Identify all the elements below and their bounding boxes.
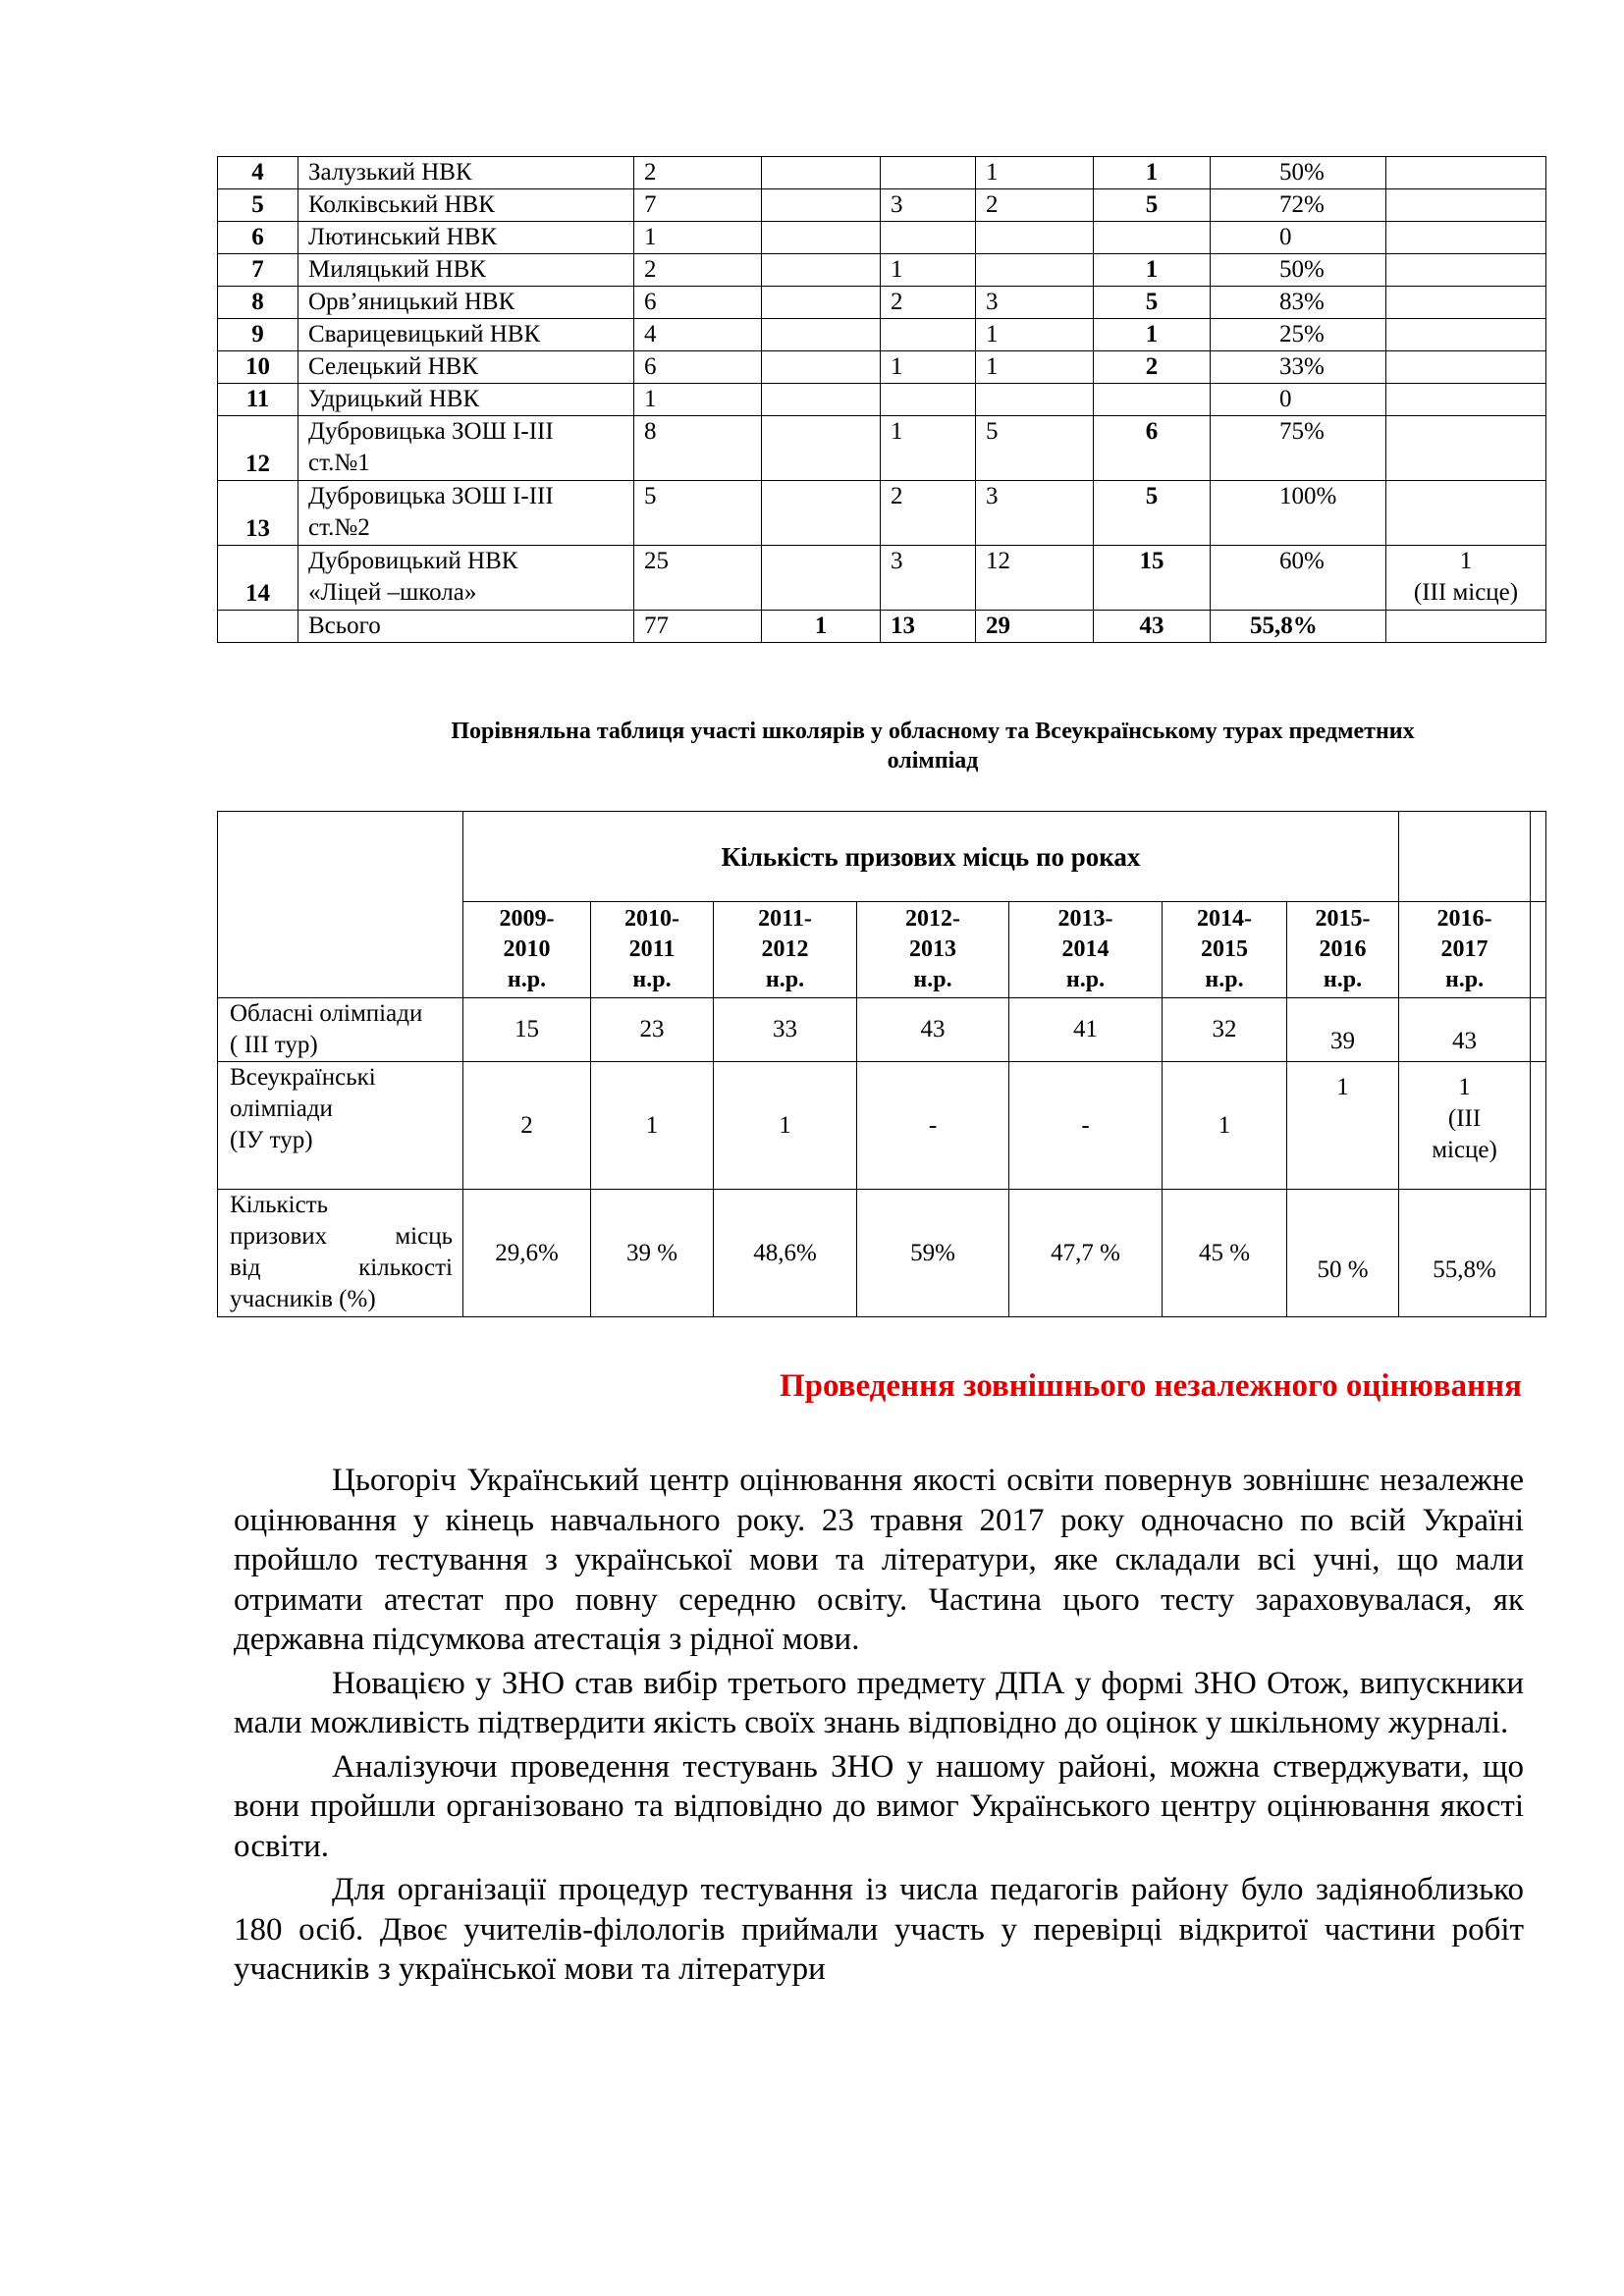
percent-cell: 75% bbox=[1211, 416, 1386, 481]
row-label bbox=[218, 1190, 463, 1317]
label-line: від кількості bbox=[230, 1255, 453, 1281]
paragraph: Цьогоріч Український центр оцінювання якості освіти повернув зовнішнє незалежне оцінювання у кінець навчального року. 23 травня 2017 року одночасно по всій Україні пройшло тестування з української мови та літератури, яке складали всі учні, що мали отримати атестат про повну середню освіту. Частина цього тесту зараховувалася, як державна підсумкова атестація з рідної мови. bbox=[234, 1463, 1524, 1657]
school-name-line: Лютинський НВК bbox=[308, 224, 498, 250]
extra-cell bbox=[1386, 481, 1546, 546]
year-line: н.р. bbox=[507, 967, 547, 992]
label-line: олімпіади bbox=[230, 1095, 333, 1122]
year-line: 2017 bbox=[1440, 936, 1489, 962]
empty-cell bbox=[1531, 1190, 1546, 1317]
row-label bbox=[218, 998, 463, 1062]
national-value: 1 bbox=[714, 1062, 857, 1190]
value-cell: 12 bbox=[976, 546, 1094, 611]
table-row bbox=[218, 546, 1546, 611]
empty-cell bbox=[218, 611, 298, 643]
extra-cell bbox=[1386, 157, 1546, 189]
value-cell bbox=[762, 254, 881, 287]
extra-cell bbox=[1386, 189, 1546, 222]
table-row bbox=[218, 319, 1546, 351]
school-name-line: Сварицевицький НВК bbox=[308, 321, 541, 347]
empty-cell bbox=[1531, 998, 1546, 1062]
olympiad-comparison-table bbox=[217, 811, 1546, 1317]
year-line: н.р. bbox=[1065, 967, 1106, 992]
total-cell: 15 bbox=[1094, 546, 1211, 611]
participants-cell: 8 bbox=[634, 416, 762, 481]
value-total: 29 bbox=[976, 611, 1094, 643]
percent-value: 55,8% bbox=[1399, 1190, 1531, 1317]
value-cell: 1 bbox=[976, 319, 1094, 351]
total-cell: 5 bbox=[1094, 287, 1211, 319]
school-name-line: ст.№2 bbox=[308, 514, 370, 541]
participants-cell: 5 bbox=[634, 481, 762, 546]
row-number: 4 bbox=[218, 157, 298, 189]
extra-cell bbox=[1386, 287, 1546, 319]
participants-cell: 1 bbox=[634, 384, 762, 416]
value-cell bbox=[762, 481, 881, 546]
national-value: 2 bbox=[463, 1062, 591, 1190]
value-cell: 3 bbox=[976, 287, 1094, 319]
label-line: Кількість bbox=[230, 1192, 329, 1218]
value-cell: 1 bbox=[881, 351, 976, 384]
value-cell bbox=[762, 384, 881, 416]
grand-total: 43 bbox=[1094, 611, 1211, 643]
year-line: 2015- bbox=[1315, 906, 1371, 932]
school-name-line: ст.№1 bbox=[308, 450, 370, 476]
percent-cell: 25% bbox=[1211, 319, 1386, 351]
label-line: ( ІІІ тур) bbox=[230, 1032, 318, 1058]
participants-cell: 6 bbox=[634, 351, 762, 384]
regional-value: 32 bbox=[1163, 998, 1287, 1062]
value-line: 1 bbox=[1458, 1074, 1471, 1100]
percent-value: 39 % bbox=[591, 1190, 714, 1317]
value-cell bbox=[762, 546, 881, 611]
value-total: 13 bbox=[881, 611, 976, 643]
year-header bbox=[857, 902, 1009, 998]
value-cell: 5 bbox=[976, 416, 1094, 481]
participants-cell: 1 bbox=[634, 222, 762, 254]
school-name-line: Колківський НВК bbox=[308, 191, 495, 218]
percent-row bbox=[218, 1190, 1546, 1317]
label-line: Обласні олімпіади bbox=[230, 1000, 423, 1027]
school-name bbox=[298, 319, 634, 351]
participants-cell: 7 bbox=[634, 189, 762, 222]
year-line: 2014- bbox=[1197, 906, 1252, 932]
participants-cell: 2 bbox=[634, 157, 762, 189]
table-row bbox=[218, 384, 1546, 416]
table-row bbox=[218, 416, 1546, 481]
extra-cell bbox=[1386, 222, 1546, 254]
school-name bbox=[298, 481, 634, 546]
percent-cell: 72% bbox=[1211, 189, 1386, 222]
participants-cell: 25 bbox=[634, 546, 762, 611]
national-row bbox=[218, 1062, 1546, 1190]
label-line: Всеукраїнські bbox=[230, 1064, 376, 1091]
value-cell: 1 bbox=[976, 351, 1094, 384]
total-cell: 6 bbox=[1094, 416, 1211, 481]
national-value: 1 bbox=[1163, 1062, 1287, 1190]
row-number: 7 bbox=[218, 254, 298, 287]
paragraph: Новацією у ЗНО став вибір третього предмету ДПА у формі ЗНО Отож, випускники мали можливість підтвердити якість своїх знань відповідно до оцінок у шкільному журналі. bbox=[234, 1665, 1524, 1740]
table-row bbox=[218, 287, 1546, 319]
year-header bbox=[591, 902, 714, 998]
value-cell: 1 bbox=[881, 416, 976, 481]
value-cell bbox=[881, 157, 976, 189]
national-value: 1 bbox=[591, 1062, 714, 1190]
row-number: 8 bbox=[218, 287, 298, 319]
title-line-2: олімпіад bbox=[887, 748, 979, 774]
school-name bbox=[298, 546, 634, 611]
value-cell: 3 bbox=[881, 189, 976, 222]
extra-cell bbox=[1386, 254, 1546, 287]
percent-cell: 50% bbox=[1211, 254, 1386, 287]
participants-cell: 6 bbox=[634, 287, 762, 319]
value-cell bbox=[762, 416, 881, 481]
total-label: Всього bbox=[298, 611, 634, 643]
year-line: н.р. bbox=[1323, 967, 1363, 992]
year-line: 2009- bbox=[499, 906, 555, 932]
comparison-table-title bbox=[295, 717, 1571, 775]
school-name bbox=[298, 222, 634, 254]
table-row bbox=[218, 222, 1546, 254]
value-cell bbox=[881, 384, 976, 416]
total-cell: 1 bbox=[1094, 157, 1211, 189]
total-cell: 5 bbox=[1094, 481, 1211, 546]
regional-value: 41 bbox=[1009, 998, 1163, 1062]
table-row bbox=[218, 481, 1546, 546]
empty-corner-cell bbox=[218, 812, 463, 998]
participants-cell: 4 bbox=[634, 319, 762, 351]
year-line: 2010- bbox=[624, 906, 679, 932]
regional-value: 23 bbox=[591, 998, 714, 1062]
year-header bbox=[1163, 902, 1287, 998]
label-line: учасників (%) bbox=[230, 1286, 376, 1312]
year-header bbox=[1009, 902, 1163, 998]
percent-cell: 33% bbox=[1211, 351, 1386, 384]
row-number: 11 bbox=[218, 384, 298, 416]
label-line: (ІУ тур) bbox=[230, 1127, 313, 1153]
value-cell: 3 bbox=[881, 546, 976, 611]
row-number: 9 bbox=[218, 319, 298, 351]
school-name bbox=[298, 157, 634, 189]
year-line: 2011- bbox=[758, 906, 812, 932]
year-line: н.р. bbox=[1444, 967, 1485, 992]
percent-cell: 60% bbox=[1211, 546, 1386, 611]
school-name bbox=[298, 189, 634, 222]
total-cell: 1 bbox=[1094, 254, 1211, 287]
school-name-line: Миляцький НВК bbox=[308, 256, 486, 283]
school-name-line: Дубровицька ЗОШ І-ІІІ bbox=[308, 483, 554, 509]
total-cell: 1 bbox=[1094, 319, 1211, 351]
national-value bbox=[1399, 1062, 1531, 1190]
regional-value: 43 bbox=[1399, 998, 1531, 1062]
extra-cell bbox=[1386, 416, 1546, 481]
value-cell: 3 bbox=[976, 481, 1094, 546]
school-name-line: Дубровицький НВК bbox=[308, 548, 518, 574]
table-row bbox=[218, 157, 1546, 189]
title-line-1: Порівняльна таблиця участі школярів у обласному та Всеукраїнському турах предметних bbox=[451, 719, 1415, 744]
year-line: н.р. bbox=[1205, 967, 1244, 992]
year-header bbox=[714, 902, 857, 998]
school-name-line: Дубровицька ЗОШ І-ІІІ bbox=[308, 418, 554, 445]
value-cell: 2 bbox=[881, 481, 976, 546]
row-number: 13 bbox=[218, 481, 298, 546]
extra-line: 1 bbox=[1459, 548, 1473, 574]
regional-value: 33 bbox=[714, 998, 857, 1062]
row-label bbox=[218, 1062, 463, 1190]
percent-value: 50 % bbox=[1287, 1190, 1399, 1317]
value-cell bbox=[976, 254, 1094, 287]
value-cell: 1 bbox=[976, 157, 1094, 189]
percent-value: 45 % bbox=[1163, 1190, 1287, 1317]
percent-value: 48,6% bbox=[714, 1190, 857, 1317]
year-line: 2013 bbox=[909, 936, 956, 962]
year-line: н.р. bbox=[632, 967, 672, 992]
school-name-line: «Ліцей –школа» bbox=[308, 579, 477, 606]
regional-value: 39 bbox=[1287, 998, 1399, 1062]
empty-cell bbox=[1531, 902, 1546, 998]
school-name bbox=[298, 351, 634, 384]
year-line: 2014 bbox=[1061, 936, 1110, 962]
row-number: 5 bbox=[218, 189, 298, 222]
school-name bbox=[298, 416, 634, 481]
year-line: 2016- bbox=[1436, 906, 1492, 932]
percent-cell: 0 bbox=[1211, 384, 1386, 416]
year-line: 2012 bbox=[761, 936, 809, 962]
national-value: 1 bbox=[1287, 1062, 1399, 1190]
percent-cell: 100% bbox=[1211, 481, 1386, 546]
school-name-line: Удрицький НВК bbox=[308, 386, 480, 412]
extra-cell bbox=[1386, 319, 1546, 351]
total-cell bbox=[1094, 384, 1211, 416]
year-line: н.р. bbox=[913, 967, 952, 992]
row-number: 6 bbox=[218, 222, 298, 254]
regional-value: 43 bbox=[857, 998, 1009, 1062]
percent-cell: 50% bbox=[1211, 157, 1386, 189]
row-number: 10 bbox=[218, 351, 298, 384]
year-header bbox=[463, 902, 591, 998]
school-name-line: Орв’яницький НВК bbox=[308, 289, 515, 315]
school-name-line: Селецький НВК bbox=[308, 353, 478, 380]
value-cell bbox=[881, 319, 976, 351]
value-line: місце) bbox=[1432, 1137, 1497, 1163]
percent-value: 47,7 % bbox=[1009, 1190, 1163, 1317]
value-cell bbox=[762, 189, 881, 222]
percent-total: 55,8% bbox=[1211, 611, 1386, 643]
value-cell bbox=[762, 222, 881, 254]
extra-cell bbox=[1386, 351, 1546, 384]
extra-line: (ІІІ місце) bbox=[1413, 579, 1519, 606]
participants-cell: 2 bbox=[634, 254, 762, 287]
percent-value: 29,6% bbox=[463, 1190, 591, 1317]
value-cell bbox=[881, 222, 976, 254]
year-line: 2012- bbox=[905, 906, 960, 932]
year-line: 2016 bbox=[1319, 936, 1367, 962]
total-row bbox=[218, 611, 1546, 643]
school-name-line: Залузький НВК bbox=[308, 159, 472, 186]
extra-cell bbox=[1386, 546, 1546, 611]
total-cell bbox=[1094, 222, 1211, 254]
value-cell bbox=[976, 222, 1094, 254]
year-line: 2010 bbox=[503, 936, 551, 962]
regional-value: 15 bbox=[463, 998, 591, 1062]
regional-row bbox=[218, 998, 1546, 1062]
table-row bbox=[218, 189, 1546, 222]
year-header bbox=[1287, 902, 1399, 998]
percent-cell: 83% bbox=[1211, 287, 1386, 319]
value-cell: 2 bbox=[976, 189, 1094, 222]
total-cell: 5 bbox=[1094, 189, 1211, 222]
header-row bbox=[218, 812, 1546, 902]
empty-cell bbox=[1531, 812, 1546, 902]
value-cell: 2 bbox=[881, 287, 976, 319]
value-cell bbox=[976, 384, 1094, 416]
paragraph: Аналізуючи проведення тестувань ЗНО у нашому районі, можна стверджувати, що вони пройшли організовано та відповідно до вимог Українського центру оцінювання якості освіти. bbox=[234, 1748, 1524, 1864]
school-name bbox=[298, 384, 634, 416]
section-heading: Проведення зовнішнього незалежного оцінювання bbox=[779, 1368, 1522, 1404]
empty-cell bbox=[1399, 812, 1531, 902]
section-body bbox=[234, 1461, 1524, 1994]
year-header bbox=[1399, 902, 1531, 998]
paragraph: Для організації процедур тестування із числа педагогів району було задіяноблизько 180 осіб. Двоє учителів-філологів приймали участь у перевірці відкритої частини робіт учасників з української мови та літератури bbox=[234, 1872, 1524, 1987]
school-name bbox=[298, 287, 634, 319]
row-number: 14 bbox=[218, 546, 298, 611]
national-value: - bbox=[1009, 1062, 1163, 1190]
value-cell bbox=[762, 351, 881, 384]
school-name bbox=[298, 254, 634, 287]
total-cell: 2 bbox=[1094, 351, 1211, 384]
header-cell: Кількість призових місць по роках bbox=[463, 812, 1399, 902]
value-cell bbox=[762, 319, 881, 351]
percent-value: 59% bbox=[857, 1190, 1009, 1317]
participants-total: 77 bbox=[634, 611, 762, 643]
value-cell bbox=[762, 157, 881, 189]
value-line: (ІІІ bbox=[1447, 1105, 1482, 1132]
table-row bbox=[218, 254, 1546, 287]
table-row bbox=[218, 351, 1546, 384]
value-cell: 1 bbox=[881, 254, 976, 287]
empty-cell bbox=[1531, 1062, 1546, 1190]
value-cell bbox=[762, 287, 881, 319]
empty-cell bbox=[1386, 611, 1546, 643]
year-line: 2011 bbox=[628, 936, 676, 962]
year-line: 2015 bbox=[1201, 936, 1248, 962]
label-line: призових місць bbox=[230, 1223, 453, 1250]
national-value: - bbox=[857, 1062, 1009, 1190]
year-line: н.р. bbox=[765, 967, 805, 992]
percent-cell: 0 bbox=[1211, 222, 1386, 254]
value-total: 1 bbox=[762, 611, 881, 643]
year-line: 2013- bbox=[1057, 906, 1113, 932]
row-number: 12 bbox=[218, 416, 298, 481]
school-results-table bbox=[217, 156, 1546, 643]
extra-cell bbox=[1386, 384, 1546, 416]
